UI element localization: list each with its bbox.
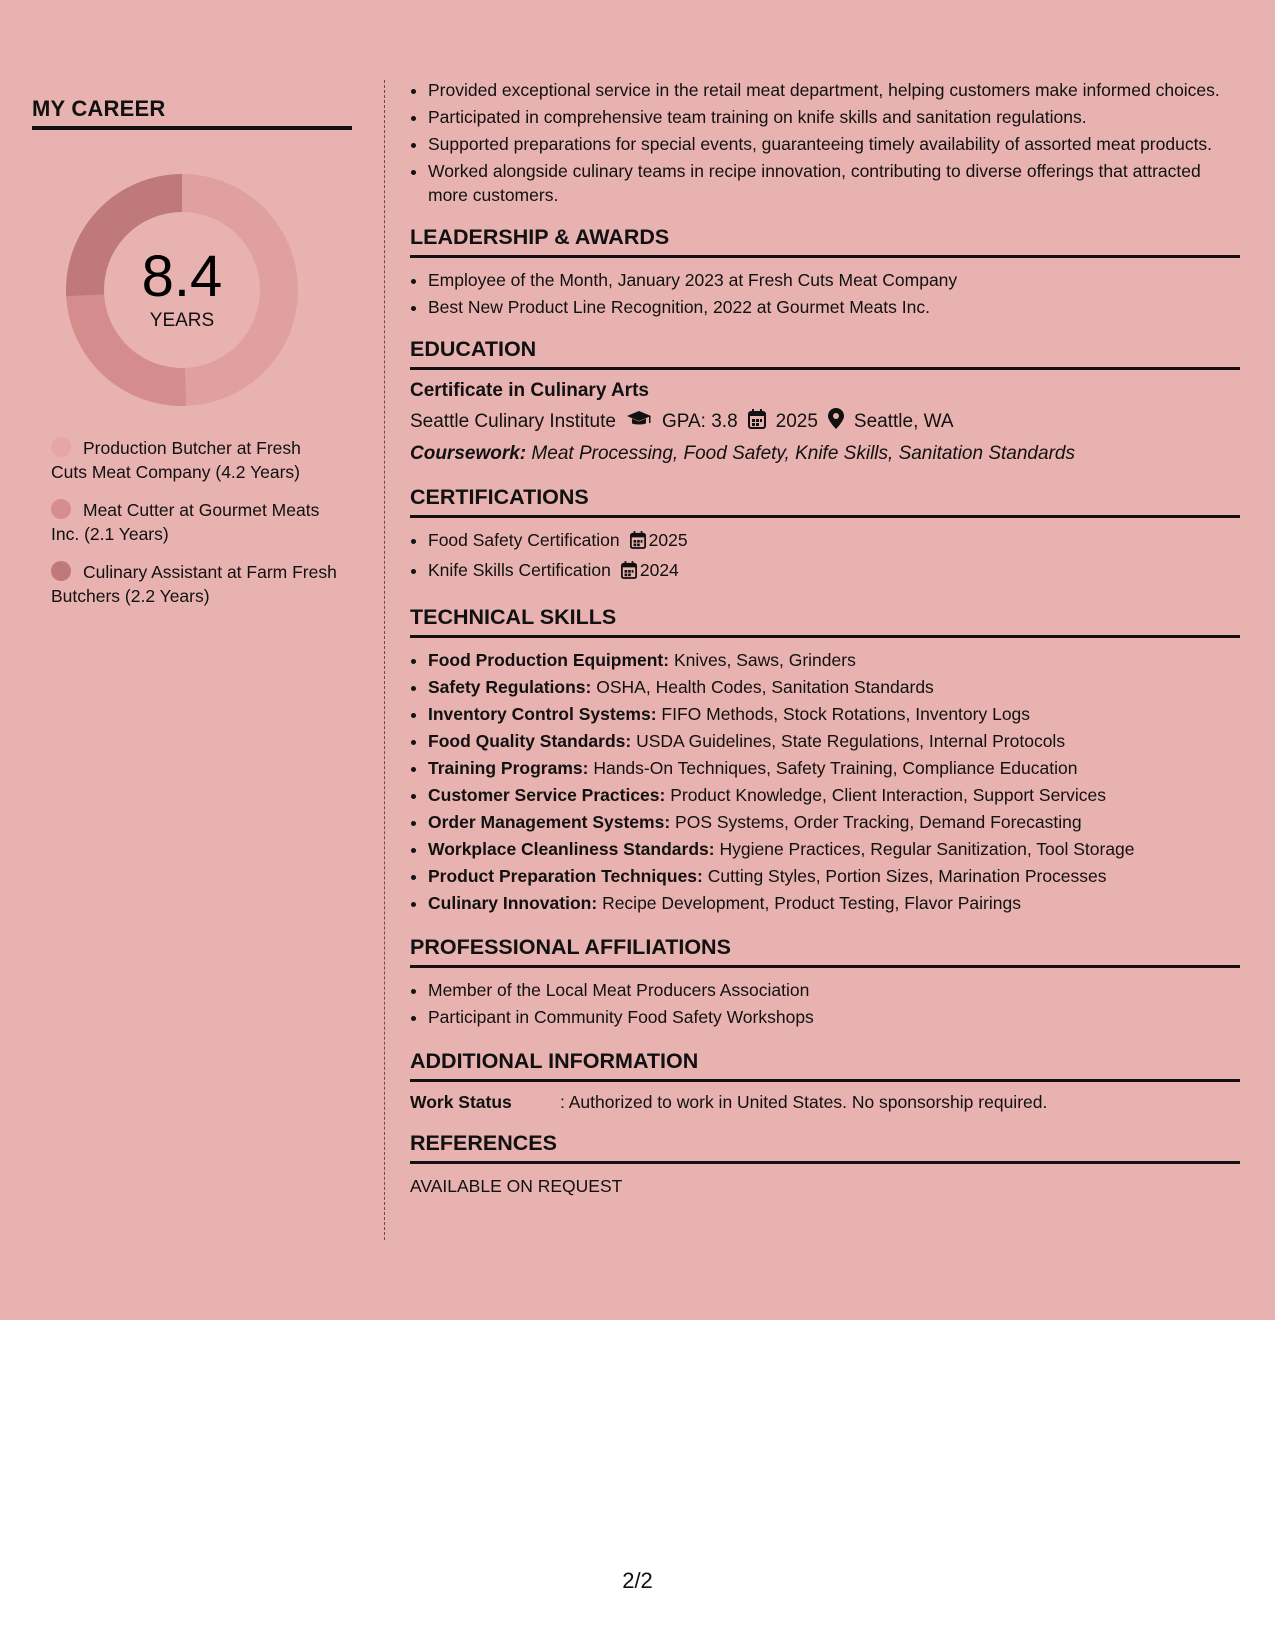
legend-item — [51, 560, 341, 608]
legend-item — [51, 498, 341, 546]
work-status-value: : Authorized to work in United States. No sponsorship required. — [560, 1092, 1048, 1112]
education-school: Seattle Culinary Institute — [410, 410, 616, 432]
skill-value: Hygiene Practices, Regular Sanitization, Tool Storage — [719, 839, 1135, 859]
work-status-row — [410, 1092, 1240, 1113]
skill-name: Product Preparation Techniques: — [428, 866, 703, 886]
donut-center — [66, 244, 298, 332]
skill-name: Culinary Innovation: — [428, 893, 598, 913]
calendar-icon — [630, 531, 646, 555]
calendar-icon — [621, 561, 637, 585]
skill-name: Workplace Cleanliness Standards: — [428, 839, 715, 859]
skill-name: Safety Regulations: — [428, 677, 592, 697]
skill-name: Food Quality Standards: — [428, 731, 632, 751]
education-details — [410, 408, 1240, 435]
education-degree: Certificate in Culinary Arts — [410, 380, 649, 401]
skill-value: OSHA, Health Codes, Sanitation Standards — [596, 677, 934, 697]
legend-swatch — [51, 437, 71, 457]
affiliations-list — [410, 978, 1240, 1029]
skill-item — [428, 729, 1240, 753]
certifications-section — [410, 485, 1240, 585]
skill-item — [428, 702, 1240, 726]
skill-name: Training Programs: — [428, 758, 589, 778]
skill-item — [428, 891, 1240, 915]
skill-item — [428, 810, 1240, 834]
skill-item — [428, 756, 1240, 780]
experience-bullets — [410, 78, 1240, 207]
coursework-list: Meat Processing, Food Safety, Knife Skills, Sanitation Standards — [531, 443, 1075, 464]
column-divider — [384, 80, 385, 1240]
experience-bullet: • Provided exceptional service in the retail meat department, helping customers make informed choices. — [428, 78, 1240, 102]
skill-value: Hands-On Techniques, Safety Training, Compliance Education — [593, 758, 1078, 778]
legend-label: Culinary Assistant at Farm Fresh Butchers (2.2 Years) — [51, 562, 337, 606]
certifications-list — [410, 528, 1240, 585]
skill-value: FIFO Methods, Stock Rotations, Inventory Logs — [661, 704, 1031, 724]
certification-name: Food Safety Certification — [428, 530, 620, 550]
page-number: 2/2 — [622, 1568, 653, 1593]
skills-list — [410, 648, 1240, 915]
skill-value: Product Knowledge, Client Interaction, Support Services — [670, 785, 1107, 805]
skill-item — [428, 837, 1240, 861]
certification-name: Knife Skills Certification — [428, 560, 611, 580]
references-text: AVAILABLE ON REQUEST — [410, 1176, 623, 1196]
skill-value: USDA Guidelines, State Regulations, Internal Protocols — [636, 731, 1066, 751]
certification-year: 2025 — [648, 530, 688, 550]
skill-value: Recipe Development, Product Testing, Flavor Pairings — [602, 893, 1021, 913]
education-year: 2025 — [775, 410, 818, 432]
coursework-label: Coursework: — [410, 443, 527, 464]
skill-value: Knives, Saws, Grinders — [673, 650, 856, 670]
leadership-item: • Employee of the Month, January 2023 at Fresh Cuts Meat Company — [428, 268, 1240, 292]
skill-name: Customer Service Practices: — [428, 785, 666, 805]
career-donut-chart — [66, 174, 298, 406]
certification-item — [428, 558, 1240, 585]
affiliations-title: PROFESSIONAL AFFILIATIONS — [410, 935, 1240, 968]
certifications-title: CERTIFICATIONS — [410, 485, 1240, 518]
additional-section — [410, 1049, 1240, 1113]
graduation-cap-icon — [626, 410, 652, 434]
location-pin-icon — [828, 408, 844, 435]
leadership-section — [410, 225, 1240, 319]
skill-item — [428, 783, 1240, 807]
total-years-unit: YEARS — [149, 310, 215, 331]
experience-bullet: • Worked alongside culinary teams in recipe innovation, contributing to diverse offerings that attracted more customers. — [428, 159, 1240, 207]
education-coursework — [410, 443, 1240, 465]
additional-title: ADDITIONAL INFORMATION — [410, 1049, 1240, 1082]
affiliations-section — [410, 935, 1240, 1029]
skill-item — [428, 675, 1240, 699]
legend-label: Production Butcher at Fresh Cuts Meat Company (4.2 Years) — [51, 438, 301, 482]
references-section — [410, 1131, 1240, 1197]
legend-label: Meat Cutter at Gourmet Meats Inc. (2.1 Years) — [51, 500, 320, 544]
legend-item — [51, 436, 341, 484]
left-column — [32, 96, 352, 622]
leadership-list — [410, 268, 1240, 319]
skill-name: Food Production Equipment: — [428, 650, 670, 670]
education-location: Seattle, WA — [853, 410, 954, 432]
skill-name: Inventory Control Systems: — [428, 704, 657, 724]
education-gpa: GPA: 3.8 — [661, 410, 738, 432]
skills-title: TECHNICAL SKILLS — [410, 605, 1240, 638]
experience-bullet: • Supported preparations for special events, guaranteeing timely availability of assorted meat products. — [428, 132, 1240, 156]
education-title: EDUCATION — [410, 337, 1240, 370]
leadership-title: LEADERSHIP & AWARDS — [410, 225, 1240, 258]
total-years-value: 8.4 — [141, 244, 223, 309]
skill-value: Cutting Styles, Portion Sizes, Marination Processes — [707, 866, 1107, 886]
career-title: MY CAREER — [32, 96, 352, 130]
skill-name: Order Management Systems: — [428, 812, 671, 832]
affiliation-item: • Participant in Community Food Safety Workshops — [428, 1005, 1240, 1029]
calendar-icon — [748, 409, 766, 435]
right-column — [410, 78, 1240, 1197]
references-title: REFERENCES — [410, 1131, 1240, 1164]
experience-bullet: • Participated in comprehensive team training on knife skills and sanitation regulations. — [428, 105, 1240, 129]
skills-section — [410, 605, 1240, 915]
legend-swatch — [51, 561, 71, 581]
work-status-label: Work Status — [410, 1092, 512, 1112]
skill-item — [428, 864, 1240, 888]
career-legend — [51, 436, 341, 608]
leadership-item: • Best New Product Line Recognition, 2022 at Gourmet Meats Inc. — [428, 295, 1240, 319]
legend-swatch — [51, 499, 71, 519]
affiliation-item: • Member of the Local Meat Producers Association — [428, 978, 1240, 1002]
skill-item — [428, 648, 1240, 672]
skill-value: POS Systems, Order Tracking, Demand Forecasting — [675, 812, 1082, 832]
certification-item — [428, 528, 1240, 555]
education-section — [410, 337, 1240, 465]
certification-year: 2024 — [639, 560, 679, 580]
